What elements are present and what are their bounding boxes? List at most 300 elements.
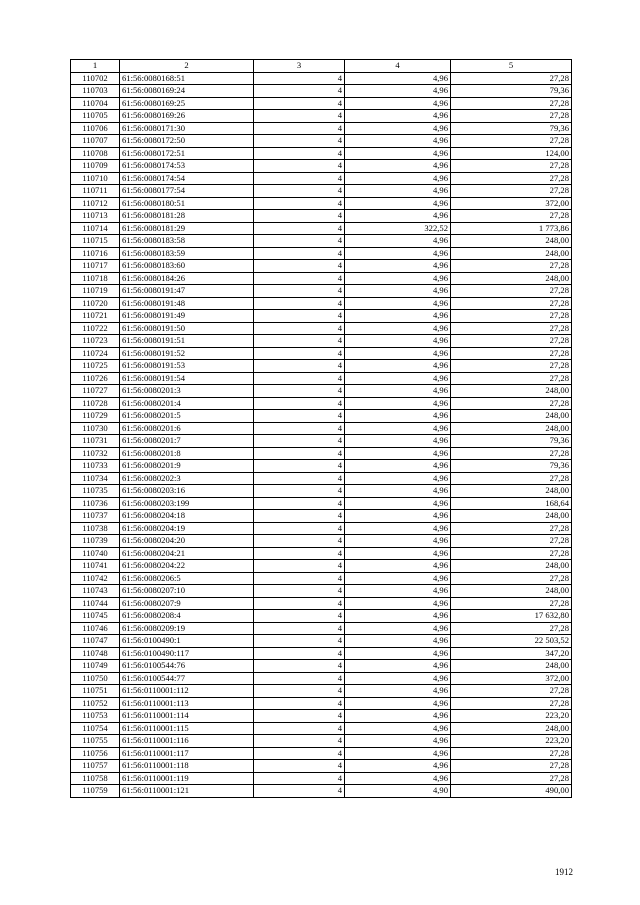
amount-cell: 27,28 <box>451 472 572 485</box>
rate-cell: 4,96 <box>345 635 451 648</box>
category-code-cell: 4 <box>254 535 345 548</box>
row-number-cell: 110756 <box>71 747 120 760</box>
table-row <box>71 135 572 148</box>
cadastral-number-cell: 61:56:0080204:21 <box>120 547 254 560</box>
amount-cell: 27,28 <box>451 372 572 385</box>
table-row <box>71 422 572 435</box>
cadastral-number-cell: 61:56:0080171:30 <box>120 122 254 135</box>
category-code-cell: 4 <box>254 497 345 510</box>
row-number-cell: 110707 <box>71 135 120 148</box>
rate-cell: 4,96 <box>345 85 451 98</box>
cadastral-number-cell: 61:56:0080206:5 <box>120 572 254 585</box>
registry-table <box>70 59 572 798</box>
rate-cell: 4,96 <box>345 685 451 698</box>
table-row <box>71 285 572 298</box>
row-number-cell: 110715 <box>71 235 120 248</box>
table-row <box>71 372 572 385</box>
cadastral-number-cell: 61:56:0080207:10 <box>120 585 254 598</box>
amount-cell: 27,28 <box>451 597 572 610</box>
category-code-cell: 4 <box>254 310 345 323</box>
table-row <box>71 97 572 110</box>
cadastral-number-cell: 61:56:0080201:9 <box>120 460 254 473</box>
row-number-cell: 110726 <box>71 372 120 385</box>
category-code-cell: 4 <box>254 422 345 435</box>
row-number-cell: 110737 <box>71 510 120 523</box>
row-number-cell: 110724 <box>71 347 120 360</box>
cadastral-number-cell: 61:56:0080191:54 <box>120 372 254 385</box>
cadastral-number-cell: 61:56:0080181:28 <box>120 210 254 223</box>
row-number-cell: 110732 <box>71 447 120 460</box>
category-code-cell: 4 <box>254 135 345 148</box>
table-row <box>71 535 572 548</box>
row-number-cell: 110729 <box>71 410 120 423</box>
cadastral-number-cell: 61:56:0080201:6 <box>120 422 254 435</box>
amount-cell: 27,28 <box>451 297 572 310</box>
rate-cell: 4,96 <box>345 310 451 323</box>
amount-cell: 27,28 <box>451 572 572 585</box>
amount-cell: 27,28 <box>451 685 572 698</box>
rate-cell: 322,52 <box>345 222 451 235</box>
table-row <box>71 622 572 635</box>
category-code-cell: 4 <box>254 347 345 360</box>
cadastral-number-cell: 61:56:0080191:53 <box>120 360 254 373</box>
row-number-cell: 110704 <box>71 97 120 110</box>
category-code-cell: 4 <box>254 185 345 198</box>
rate-cell: 4,96 <box>345 572 451 585</box>
column-header-3: 3 <box>254 60 345 73</box>
rate-cell: 4,96 <box>345 197 451 210</box>
amount-cell: 27,28 <box>451 322 572 335</box>
row-number-cell: 110734 <box>71 472 120 485</box>
table-body <box>71 72 572 797</box>
amount-cell: 27,28 <box>451 547 572 560</box>
rate-cell: 4,96 <box>345 160 451 173</box>
cadastral-number-cell: 61:56:0100544:76 <box>120 660 254 673</box>
table-row <box>71 485 572 498</box>
category-code-cell: 4 <box>254 510 345 523</box>
row-number-cell: 110730 <box>71 422 120 435</box>
cadastral-number-cell: 61:56:0080181:29 <box>120 222 254 235</box>
row-number-cell: 110710 <box>71 172 120 185</box>
amount-cell: 27,28 <box>451 397 572 410</box>
rate-cell: 4,96 <box>345 410 451 423</box>
table-row <box>71 347 572 360</box>
table-row <box>71 472 572 485</box>
cadastral-number-cell: 61:56:0080174:53 <box>120 160 254 173</box>
cadastral-number-cell: 61:56:0080203:199 <box>120 497 254 510</box>
amount-cell: 27,28 <box>451 72 572 85</box>
amount-cell: 27,28 <box>451 110 572 123</box>
rate-cell: 4,96 <box>345 497 451 510</box>
rate-cell: 4,96 <box>345 647 451 660</box>
row-number-cell: 110718 <box>71 272 120 285</box>
row-number-cell: 110702 <box>71 72 120 85</box>
rate-cell: 4,96 <box>345 110 451 123</box>
cadastral-number-cell: 61:56:0080201:8 <box>120 447 254 460</box>
amount-cell: 79,36 <box>451 460 572 473</box>
cadastral-number-cell: 61:56:0080204:22 <box>120 560 254 573</box>
category-code-cell: 4 <box>254 622 345 635</box>
rate-cell: 4,96 <box>345 372 451 385</box>
table-header <box>71 60 572 73</box>
row-number-cell: 110755 <box>71 735 120 748</box>
category-code-cell: 4 <box>254 747 345 760</box>
row-number-cell: 110727 <box>71 385 120 398</box>
category-code-cell: 4 <box>254 97 345 110</box>
row-number-cell: 110716 <box>71 247 120 260</box>
rate-cell: 4,96 <box>345 522 451 535</box>
rate-cell: 4,96 <box>345 347 451 360</box>
amount-cell: 27,28 <box>451 622 572 635</box>
cadastral-number-cell: 61:56:0110001:115 <box>120 722 254 735</box>
category-code-cell: 4 <box>254 222 345 235</box>
rate-cell: 4,96 <box>345 460 451 473</box>
category-code-cell: 4 <box>254 410 345 423</box>
column-header-1: 1 <box>71 60 120 73</box>
row-number-cell: 110717 <box>71 260 120 273</box>
row-number-cell: 110721 <box>71 310 120 323</box>
rate-cell: 4,96 <box>345 385 451 398</box>
cadastral-number-cell: 61:56:0080209:19 <box>120 622 254 635</box>
table-row <box>71 272 572 285</box>
table-row <box>71 72 572 85</box>
cadastral-number-cell: 61:56:0110001:114 <box>120 710 254 723</box>
row-number-cell: 110740 <box>71 547 120 560</box>
table-row <box>71 260 572 273</box>
cadastral-number-cell: 61:56:0080191:49 <box>120 310 254 323</box>
table-row <box>71 360 572 373</box>
amount-cell: 248,00 <box>451 722 572 735</box>
row-number-cell: 110705 <box>71 110 120 123</box>
rate-cell: 4,96 <box>345 235 451 248</box>
cadastral-number-cell: 61:56:0080174:54 <box>120 172 254 185</box>
cadastral-number-cell: 61:56:0110001:116 <box>120 735 254 748</box>
amount-cell: 27,28 <box>451 697 572 710</box>
row-number-cell: 110719 <box>71 285 120 298</box>
row-number-cell: 110758 <box>71 772 120 785</box>
table-row <box>71 322 572 335</box>
row-number-cell: 110703 <box>71 85 120 98</box>
rate-cell: 4,96 <box>345 422 451 435</box>
row-number-cell: 110709 <box>71 160 120 173</box>
table-row <box>71 222 572 235</box>
row-number-cell: 110744 <box>71 597 120 610</box>
table-row <box>71 160 572 173</box>
table-row <box>71 710 572 723</box>
cadastral-number-cell: 61:56:0080172:51 <box>120 147 254 160</box>
cadastral-number-cell: 61:56:0080184:26 <box>120 272 254 285</box>
rate-cell: 4,96 <box>345 660 451 673</box>
rate-cell: 4,96 <box>345 322 451 335</box>
cadastral-number-cell: 61:56:0080201:5 <box>120 410 254 423</box>
row-number-cell: 110736 <box>71 497 120 510</box>
category-code-cell: 4 <box>254 647 345 660</box>
table-row <box>71 297 572 310</box>
table-row <box>71 147 572 160</box>
row-number-cell: 110711 <box>71 185 120 198</box>
row-number-cell: 110713 <box>71 210 120 223</box>
amount-cell: 22 503,52 <box>451 635 572 648</box>
table-row <box>71 747 572 760</box>
rate-cell: 4,96 <box>345 622 451 635</box>
rate-cell: 4,96 <box>345 485 451 498</box>
table-row <box>71 547 572 560</box>
row-number-cell: 110747 <box>71 635 120 648</box>
amount-cell: 27,28 <box>451 172 572 185</box>
rate-cell: 4,96 <box>345 297 451 310</box>
rate-cell: 4,96 <box>345 472 451 485</box>
category-code-cell: 4 <box>254 472 345 485</box>
table-row <box>71 310 572 323</box>
category-code-cell: 4 <box>254 297 345 310</box>
rate-cell: 4,96 <box>345 672 451 685</box>
category-code-cell: 4 <box>254 435 345 448</box>
category-code-cell: 4 <box>254 85 345 98</box>
amount-cell: 248,00 <box>451 660 572 673</box>
table-row <box>71 172 572 185</box>
category-code-cell: 4 <box>254 547 345 560</box>
table-row <box>71 760 572 773</box>
table-row <box>71 335 572 348</box>
rate-cell: 4,96 <box>345 610 451 623</box>
cadastral-number-cell: 61:56:0080191:51 <box>120 335 254 348</box>
rate-cell: 4,96 <box>345 172 451 185</box>
cadastral-number-cell: 61:56:0080183:60 <box>120 260 254 273</box>
table-row <box>71 785 572 798</box>
amount-cell: 248,00 <box>451 247 572 260</box>
table-row <box>71 510 572 523</box>
rate-cell: 4,96 <box>345 210 451 223</box>
row-number-cell: 110752 <box>71 697 120 710</box>
column-header-5: 5 <box>451 60 572 73</box>
rate-cell: 4,96 <box>345 135 451 148</box>
rate-cell: 4,96 <box>345 447 451 460</box>
amount-cell: 27,28 <box>451 285 572 298</box>
rate-cell: 4,96 <box>345 710 451 723</box>
rate-cell: 4,96 <box>345 272 451 285</box>
cadastral-number-cell: 61:56:0080191:50 <box>120 322 254 335</box>
amount-cell: 27,28 <box>451 135 572 148</box>
category-code-cell: 4 <box>254 360 345 373</box>
category-code-cell: 4 <box>254 485 345 498</box>
row-number-cell: 110735 <box>71 485 120 498</box>
cadastral-number-cell: 61:56:0080202:3 <box>120 472 254 485</box>
category-code-cell: 4 <box>254 697 345 710</box>
row-number-cell: 110738 <box>71 522 120 535</box>
cadastral-number-cell: 61:56:0110001:117 <box>120 747 254 760</box>
amount-cell: 27,28 <box>451 772 572 785</box>
cadastral-number-cell: 61:56:0080183:59 <box>120 247 254 260</box>
rate-cell: 4,96 <box>345 97 451 110</box>
table-row <box>71 385 572 398</box>
cadastral-number-cell: 61:56:0110001:113 <box>120 697 254 710</box>
amount-cell: 27,28 <box>451 160 572 173</box>
row-number-cell: 110706 <box>71 122 120 135</box>
rate-cell: 4,96 <box>345 722 451 735</box>
category-code-cell: 4 <box>254 147 345 160</box>
category-code-cell: 4 <box>254 397 345 410</box>
cadastral-number-cell: 61:56:0080169:26 <box>120 110 254 123</box>
row-number-cell: 110757 <box>71 760 120 773</box>
rate-cell: 4,96 <box>345 360 451 373</box>
table-row <box>71 460 572 473</box>
cadastral-number-cell: 61:56:0080201:7 <box>120 435 254 448</box>
row-number-cell: 110742 <box>71 572 120 585</box>
amount-cell: 223,20 <box>451 710 572 723</box>
amount-cell: 248,00 <box>451 560 572 573</box>
category-code-cell: 4 <box>254 722 345 735</box>
cadastral-number-cell: 61:56:0080204:18 <box>120 510 254 523</box>
amount-cell: 168,64 <box>451 497 572 510</box>
column-header-4: 4 <box>345 60 451 73</box>
amount-cell: 17 632,80 <box>451 610 572 623</box>
cadastral-number-cell: 61:56:0110001:121 <box>120 785 254 798</box>
category-code-cell: 4 <box>254 372 345 385</box>
table-row <box>71 397 572 410</box>
cadastral-number-cell: 61:56:0080191:52 <box>120 347 254 360</box>
cadastral-number-cell: 61:56:0080207:9 <box>120 597 254 610</box>
table-row <box>71 410 572 423</box>
amount-cell: 27,28 <box>451 522 572 535</box>
category-code-cell: 4 <box>254 197 345 210</box>
rate-cell: 4,96 <box>345 697 451 710</box>
amount-cell: 248,00 <box>451 422 572 435</box>
category-code-cell: 4 <box>254 110 345 123</box>
rate-cell: 4,96 <box>345 760 451 773</box>
rate-cell: 4,96 <box>345 72 451 85</box>
table-row <box>71 210 572 223</box>
table-row <box>71 772 572 785</box>
category-code-cell: 4 <box>254 610 345 623</box>
cadastral-number-cell: 61:56:0080191:48 <box>120 297 254 310</box>
category-code-cell: 4 <box>254 335 345 348</box>
category-code-cell: 4 <box>254 385 345 398</box>
rate-cell: 4,96 <box>345 597 451 610</box>
row-number-cell: 110728 <box>71 397 120 410</box>
table-row <box>71 672 572 685</box>
row-number-cell: 110739 <box>71 535 120 548</box>
category-code-cell: 4 <box>254 760 345 773</box>
column-header-2: 2 <box>120 60 254 73</box>
rate-cell: 4,96 <box>345 772 451 785</box>
category-code-cell: 4 <box>254 660 345 673</box>
table-row <box>71 560 572 573</box>
cadastral-number-cell: 61:56:0100490:117 <box>120 647 254 660</box>
amount-cell: 372,00 <box>451 672 572 685</box>
amount-cell: 27,28 <box>451 260 572 273</box>
amount-cell: 1 773,86 <box>451 222 572 235</box>
page-number: 1912 <box>555 867 573 877</box>
row-number-cell: 110712 <box>71 197 120 210</box>
rate-cell: 4,96 <box>345 435 451 448</box>
row-number-cell: 110753 <box>71 710 120 723</box>
category-code-cell: 4 <box>254 285 345 298</box>
rate-cell: 4,96 <box>345 285 451 298</box>
cadastral-number-cell: 61:56:0100544:77 <box>120 672 254 685</box>
category-code-cell: 4 <box>254 560 345 573</box>
cadastral-number-cell: 61:56:0110001:118 <box>120 760 254 773</box>
row-number-cell: 110743 <box>71 585 120 598</box>
amount-cell: 27,28 <box>451 347 572 360</box>
category-code-cell: 4 <box>254 635 345 648</box>
category-code-cell: 4 <box>254 772 345 785</box>
row-number-cell: 110754 <box>71 722 120 735</box>
cadastral-number-cell: 61:56:0110001:112 <box>120 685 254 698</box>
row-number-cell: 110748 <box>71 647 120 660</box>
row-number-cell: 110745 <box>71 610 120 623</box>
rate-cell: 4,96 <box>345 560 451 573</box>
amount-cell: 223,20 <box>451 735 572 748</box>
table-row <box>71 697 572 710</box>
rate-cell: 4,96 <box>345 510 451 523</box>
cadastral-number-cell: 61:56:0080191:47 <box>120 285 254 298</box>
cadastral-number-cell: 61:56:0080204:20 <box>120 535 254 548</box>
category-code-cell: 4 <box>254 597 345 610</box>
category-code-cell: 4 <box>254 672 345 685</box>
category-code-cell: 4 <box>254 172 345 185</box>
cadastral-number-cell: 61:56:0080172:50 <box>120 135 254 148</box>
row-number-cell: 110733 <box>71 460 120 473</box>
rate-cell: 4,96 <box>345 122 451 135</box>
table-row <box>71 647 572 660</box>
amount-cell: 27,28 <box>451 747 572 760</box>
amount-cell: 79,36 <box>451 435 572 448</box>
cadastral-number-cell: 61:56:0080180:51 <box>120 197 254 210</box>
cadastral-number-cell: 61:56:0080208:4 <box>120 610 254 623</box>
amount-cell: 248,00 <box>451 272 572 285</box>
rate-cell: 4,96 <box>345 397 451 410</box>
table-row <box>71 185 572 198</box>
table-row <box>71 197 572 210</box>
category-code-cell: 4 <box>254 322 345 335</box>
amount-cell: 248,00 <box>451 485 572 498</box>
amount-cell: 372,00 <box>451 197 572 210</box>
row-number-cell: 110741 <box>71 560 120 573</box>
table-row <box>71 110 572 123</box>
row-number-cell: 110750 <box>71 672 120 685</box>
row-number-cell: 110731 <box>71 435 120 448</box>
rate-cell: 4,90 <box>345 785 451 798</box>
rate-cell: 4,96 <box>345 335 451 348</box>
row-number-cell: 110722 <box>71 322 120 335</box>
table-row <box>71 660 572 673</box>
amount-cell: 27,28 <box>451 335 572 348</box>
rate-cell: 4,96 <box>345 535 451 548</box>
table-row <box>71 635 572 648</box>
row-number-cell: 110749 <box>71 660 120 673</box>
cadastral-number-cell: 61:56:0080169:25 <box>120 97 254 110</box>
category-code-cell: 4 <box>254 785 345 798</box>
category-code-cell: 4 <box>254 685 345 698</box>
row-number-cell: 110725 <box>71 360 120 373</box>
cadastral-number-cell: 61:56:0080177:54 <box>120 185 254 198</box>
table-row <box>71 585 572 598</box>
cadastral-number-cell: 61:56:0080203:16 <box>120 485 254 498</box>
table-row <box>71 572 572 585</box>
rate-cell: 4,96 <box>345 747 451 760</box>
table-row <box>71 235 572 248</box>
row-number-cell: 110751 <box>71 685 120 698</box>
table-row <box>71 447 572 460</box>
amount-cell: 490,00 <box>451 785 572 798</box>
table-row <box>71 435 572 448</box>
cadastral-number-cell: 61:56:0080204:19 <box>120 522 254 535</box>
table-row <box>71 122 572 135</box>
amount-cell: 27,28 <box>451 447 572 460</box>
rate-cell: 4,96 <box>345 185 451 198</box>
table-row <box>71 522 572 535</box>
category-code-cell: 4 <box>254 522 345 535</box>
